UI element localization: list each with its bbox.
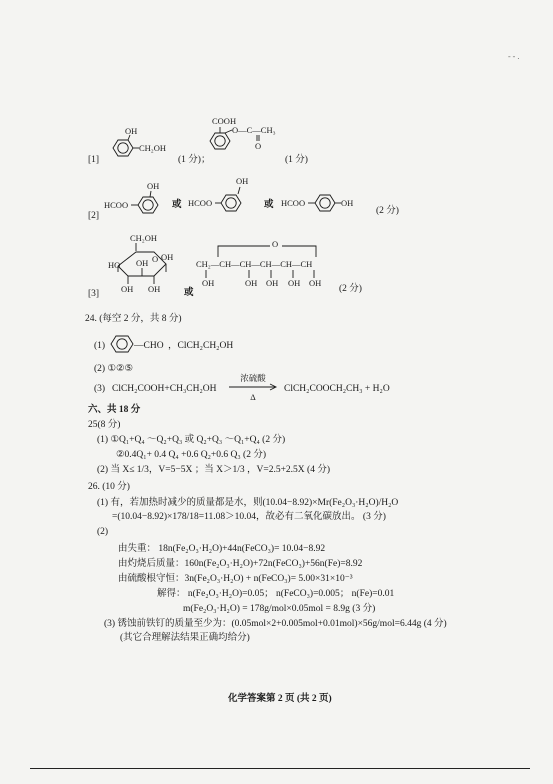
q25-1a: (1) ①Q₁+Q₄ ～Q₂+Q₃ 或 Q₂+Q₃ ～Q₁+Q₄ (2 分) (97, 435, 286, 445)
q26-2d: 解得： n(Fe₂O₃·H₂O)=0.05； n(FeCO₃)=0.005； n(Fe)=0.01 (157, 589, 395, 599)
q26-title: 26. (10 分) (88, 482, 130, 492)
q23-2-label: [2] (88, 211, 100, 221)
q26-2c: 由硫酸根守恒：3n(Fe₂O₃·H₂O) + n(FeCO₃)= 5.00×31×10⁻³ (118, 574, 353, 584)
q23-2-score: (2 分) (376, 206, 399, 216)
s1-oh: OH (125, 128, 138, 136)
glucose-ring-structure (106, 232, 186, 294)
s2-o: O (255, 141, 262, 151)
formate-ester-ortho (104, 180, 179, 220)
p2-hcoo-3: HCOO (281, 198, 306, 208)
q26-2: (2) (97, 527, 109, 537)
s2-ester: O—C—CH₃ (232, 125, 276, 135)
ring-oh-2: OH (161, 252, 174, 262)
q26-1a: (1) 有，若加热时减少的质量都是水，则(10.04−8.92)×Mr(Fe₂O₃·H₂O)/H₂O (97, 498, 399, 508)
bottom-rule (30, 768, 530, 769)
chain-oh-1: OH (202, 278, 215, 288)
q25-1b: ②0.4Q₁+ 0.4 Q₄ +0.6 Q₂+0.6 Q₃ (2 分) (116, 450, 266, 460)
q26-3a: (3) 锈蚀前铁钉的质量至少为：(0.05mol×2+0.005mol+0.01mol)×56g/mol=6.44g (4 分) (104, 619, 447, 629)
q26-1b: =(10.04−8.92)×178/18=11.08＞10.04，故必有二氧化碳放出。 (3 分) (112, 512, 386, 522)
q24-3-label: (3) (94, 384, 106, 394)
benzyl-alcohol-structure (104, 128, 174, 168)
p2-or-2: 或 (264, 200, 274, 210)
p2-oh-3: OH (341, 198, 354, 208)
q24-3-left: ClCH₂COOH+CH₃CH₂OH (112, 384, 217, 394)
q24-1-rest: ，ClCH₂CH₂OH (168, 341, 234, 351)
ring-o: O (152, 254, 159, 264)
q23-3-score: (2 分) (339, 284, 362, 294)
q23-1-label: [1] (88, 155, 100, 165)
chain-oh-4: OH (288, 278, 301, 288)
ring-ho: HO (108, 260, 121, 270)
q25-2: (2) 当 X≤ 1/3，V=5−5X ；当 X＞1/3 ，V=2.5+2.5X (4 分) (97, 465, 330, 475)
benzene-ring-icon (110, 333, 134, 355)
p2-or-1: 或 (172, 200, 182, 210)
s2-cooh: COOH (212, 116, 237, 126)
aspirin-structure (206, 115, 296, 171)
q24-3-cond-bottom: Δ (250, 392, 256, 402)
ring-oh-4: OH (148, 284, 161, 294)
ring-oh-1: OH (136, 258, 149, 268)
q25-title: 25(8 分) (88, 420, 121, 430)
reaction-arrow-icon (228, 383, 278, 391)
ring-oh-3: OH (121, 284, 134, 294)
p2-oh-2: OH (236, 176, 249, 186)
s1-ch2oh: CH₂OH (139, 143, 167, 153)
p2-hcoo-2: HCOO (188, 198, 213, 208)
q26-2b: 由灼烧后质量：160n(Fe₂O₃·H₂O)+72n(FeCO₃)+56n(Fe)=8.92 (118, 559, 363, 569)
chain-top-o: O (272, 239, 279, 249)
q26-2e: m(Fe₂O₃·H₂O) = 178g/mol×0.05mol = 8.9g (3 分) (183, 604, 376, 614)
q23-1-score2: (1 分) (285, 155, 308, 165)
p2-hcoo-1: HCOO (104, 200, 129, 210)
q24-1-label: (1) (94, 341, 106, 351)
chain-oh-2: OH (245, 278, 258, 288)
q26-2a: 由失重： 18n(Fe₂O₃·H₂O)+44n(FeCO₃)= 10.04−8.92 (118, 544, 326, 554)
chain-main: CH₂—CH—CH—CH—CH—CH (196, 259, 313, 269)
chain-oh-3: OH (266, 278, 279, 288)
q23-3-label: [3] (88, 289, 100, 299)
q24-2: (2) ①②⑤ (94, 364, 134, 374)
chain-oh-5: OH (309, 278, 322, 288)
q24-3-right: ClCH₂COOCH₂CH₃ + H₂O (284, 384, 390, 394)
sec6-title: 六、共 18 分 (88, 405, 141, 415)
q23-1-score1: (1 分)； (178, 155, 211, 165)
q24-3-cond-top: 浓硫酸 (240, 373, 266, 383)
formate-ester-para (281, 182, 371, 218)
q24-title: 24. (每空 2 分，共 8 分) (85, 314, 182, 324)
open-chain-structure (196, 236, 326, 292)
ring-ch2oh: CH₂OH (130, 233, 158, 243)
p2-oh-1: OH (147, 181, 160, 191)
q24-1-cho: —CHO (134, 341, 164, 351)
header-mark: - - . (508, 52, 520, 61)
formate-ester-meta (188, 174, 263, 220)
p3-or: 或 (184, 288, 194, 298)
footer-page: 化学答案第 2 页 (共 2 页) (228, 694, 332, 704)
q26-3b: (其它合理解法结果正确均给分) (120, 633, 250, 643)
